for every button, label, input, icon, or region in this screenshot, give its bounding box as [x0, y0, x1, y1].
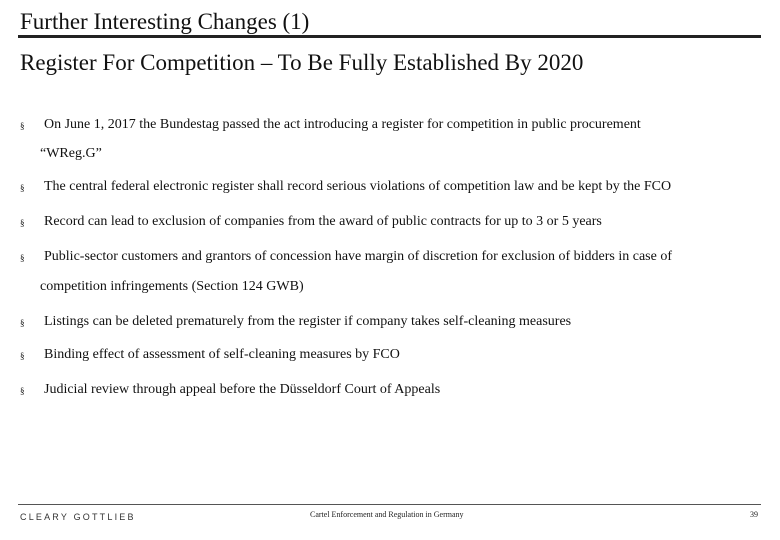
bullet-icon: §: [20, 386, 25, 396]
title-divider: [18, 35, 761, 38]
bullet-text: On June 1, 2017 the Bundestag passed the act introducing a register for competition in public procurement: [44, 117, 641, 132]
page-number: 39: [750, 510, 758, 519]
footer-title: Cartel Enforcement and Regulation in Germany: [310, 510, 464, 519]
bullet-icon: §: [20, 121, 25, 131]
company-logo: CLEARY GOTTLIEB: [20, 512, 136, 522]
bullet-icon: §: [20, 318, 25, 328]
bullet-text-continued: competition infringements (Section 124 GWB): [40, 279, 304, 294]
bullet-icon: §: [20, 218, 25, 228]
footer-divider: [18, 504, 761, 505]
bullet-text-continued: “WReg.G”: [40, 146, 102, 161]
bullet-text: Record can lead to exclusion of companies from the award of public contracts for up to 3 or 5 years: [44, 214, 602, 229]
bullet-text: The central federal electronic register shall record serious violations of competition law and be kept by the FCO: [44, 179, 672, 194]
slide-title: Further Interesting Changes (1): [20, 9, 310, 34]
bullet-text: Judicial review through appeal before the Düsseldorf Court of Appeals: [44, 382, 441, 397]
slide-subtitle: Register For Competition – To Be Fully Established By 2020: [20, 50, 584, 75]
bullet-text: Binding effect of assessment of self-cleaning measures by FCO: [44, 347, 400, 362]
bullet-icon: §: [20, 253, 25, 263]
bullet-text: Listings can be deleted prematurely from the register if company takes self-cleaning measures: [44, 314, 572, 329]
bullet-icon: §: [20, 351, 25, 361]
bullet-icon: §: [20, 183, 25, 193]
bullet-text: Public-sector customers and grantors of concession have margin of discretion for exclusion of bidders in case of: [44, 249, 673, 264]
